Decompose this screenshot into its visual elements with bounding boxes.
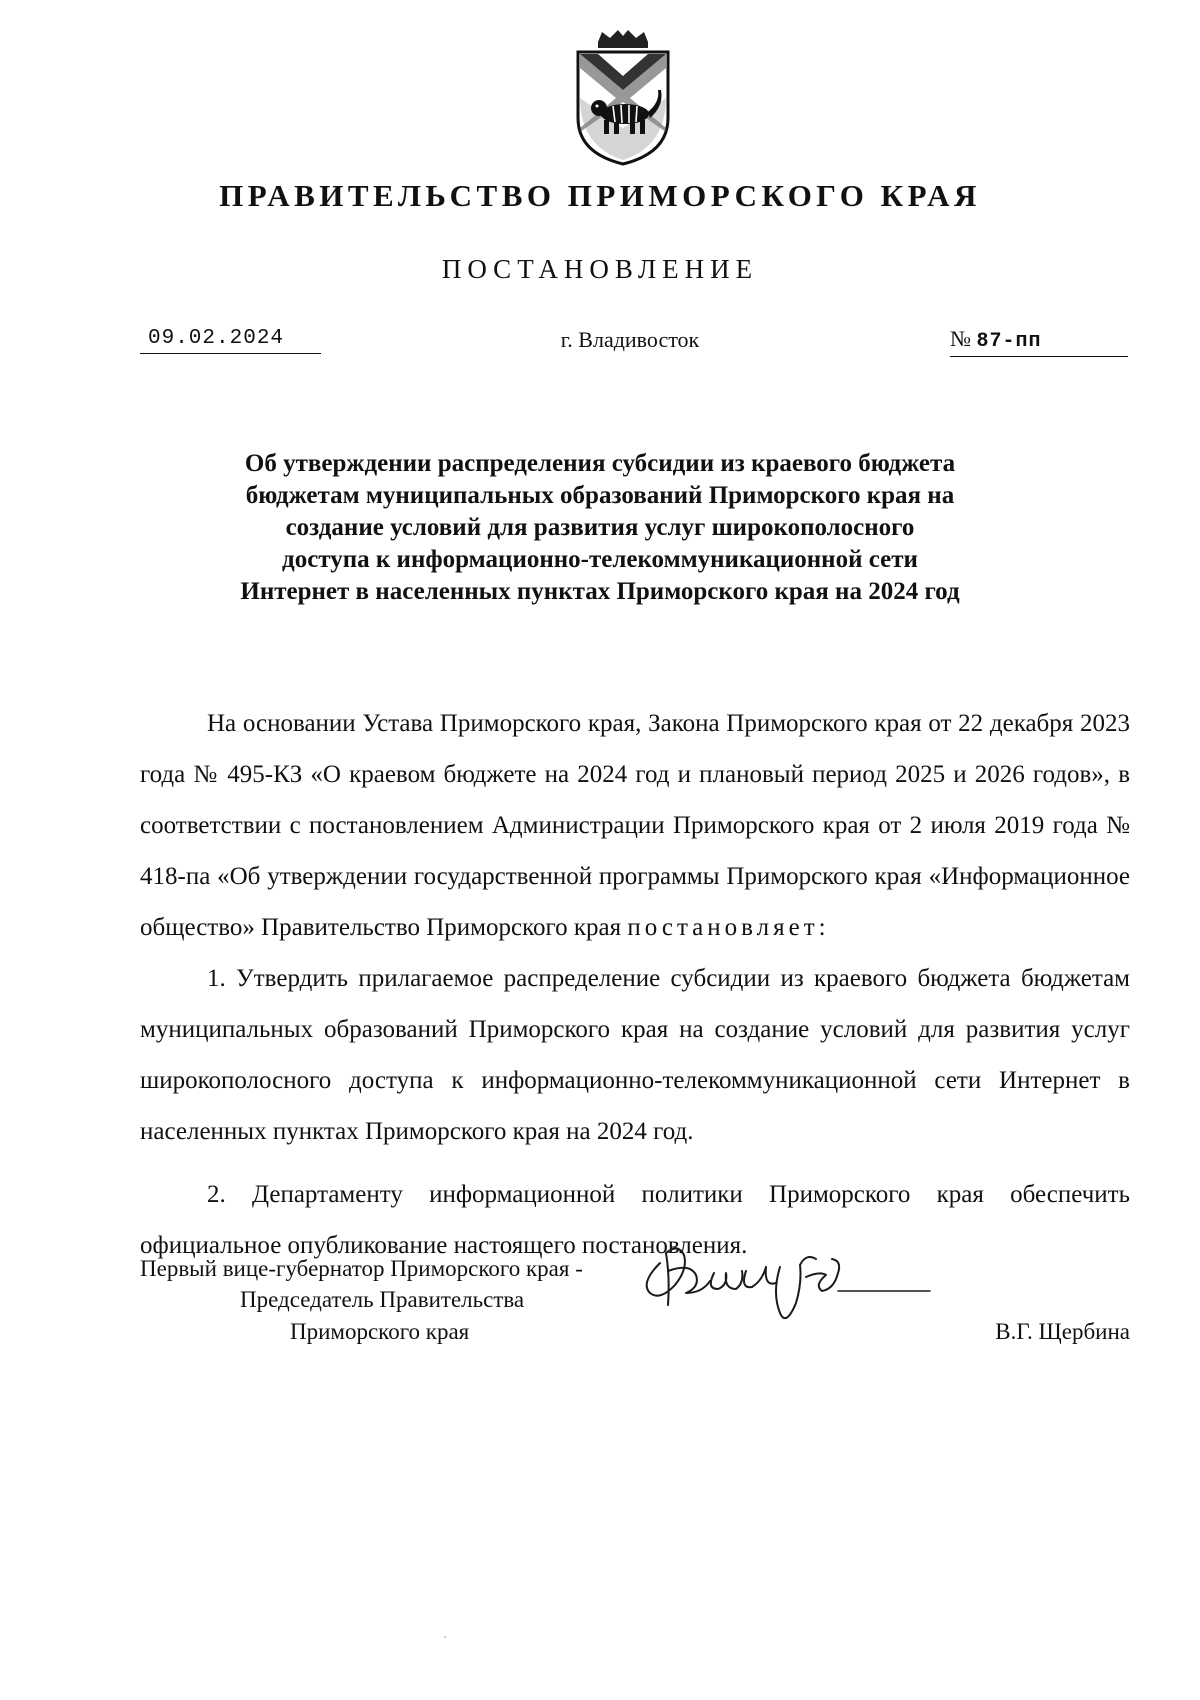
document-city: г. Владивосток [560,327,700,352]
signer-position-line-3: Приморского края [290,1319,470,1344]
organization-title: ПРАВИТЕЛЬСТВО ПРИМОРСКОГО КРАЯ [219,178,981,213]
signer-position-line-1: Первый вице-губернатор Приморского края - [140,1256,583,1281]
coat-of-arms-icon [568,28,678,168]
scan-speck [444,1636,446,1638]
handwritten-signature-icon [630,1223,960,1333]
item-1-paragraph: 1. Утвердить прилагаемое распределение субсидии из краевого бюджета бюджетам муниципальных образований Приморского края на создание условий для развития услуг широкополосного доступа к информационно-телекоммуникационной сети Интернет в населенных пунктах Приморского края на 2024 год. [140,965,1130,1145]
number-value: 87-пп [976,330,1042,353]
resolution-colon: : [818,914,826,941]
document-meta-row [0,325,1200,365]
preamble-text: На основании Устава Приморского края, Закона Приморского края от 22 декабря 2023 года № 495-КЗ «О краевом бюджете на 2024 год и плановый период 2025 и 2026 годов», в соответствии с постановлением Администрации Приморского края от 2 июля 2019 года № 418-па «Об утверждении государственной программы Приморского края «Информационное общество» Правительство Приморского края [140,710,1130,941]
signer-position-line-2: Председатель Правительства [240,1287,525,1312]
item-2-paragraph: 2. Департаменту информационной политики Приморского края обеспечить официальное опубликование настоящего постановления. [140,1181,1130,1259]
document-number [950,325,1128,357]
preamble-paragraph [140,698,1130,953]
document-subject: Об утверждении распределения субсидии из краевого бюджета бюджетам муниципальных образований Приморского края на создание условий для развития услуг широкополосного доступа к информационно-телекоммуникационной сети Интернет в населенных пунктах Приморского края на 2024 год [240,450,960,605]
number-prefix: № [950,326,971,351]
document-type: ПОСТАНОВЛЕНИЕ [441,254,759,284]
resolution-word: постановляет [627,914,819,941]
document-body [140,698,1130,1271]
signer-name: В.Г. Щербина [995,1319,1130,1344]
document-date: 09.02.2024 [140,325,321,354]
